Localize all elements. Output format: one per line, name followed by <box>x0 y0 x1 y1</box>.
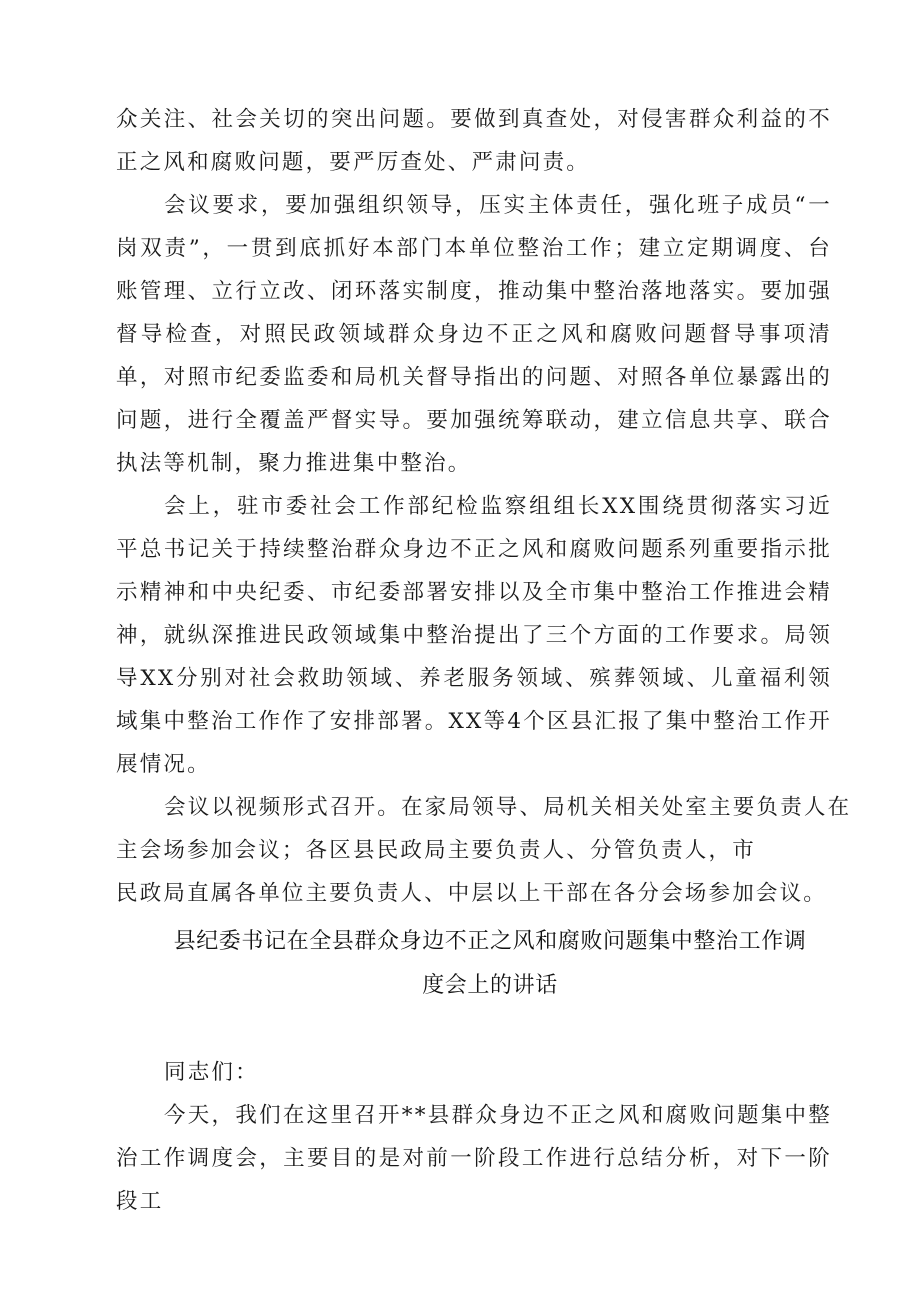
paragraph-3: 会上，驻市委社会工作部纪检监察组组长XX围绕贯彻落实习近平总书记关于持续整治群众身边不正之风和腐败问题系列重要指示批示精神和中央纪委、市纪委部署安排以及全市集中整治工作推进会精神，就纵深推进民政领域集中整治提出了三个方面的工作要求。局领导XX分别对社会救助领域、养老服务领域、殡葬领域、儿童福利领域集中整治工作作了安排部署。XX等4个区县汇报了集中整治工作开展情况。 <box>116 494 832 777</box>
report-body <box>116 98 852 915</box>
paragraph-4 <box>116 786 852 915</box>
paragraph-2: 会议要求，要加强组织领导，压实主体责任，强化班子成员“一岗双责”，一贯到底抓好本部门本单位整治工作；建立定期调度、台账管理、立行立改、闭环落实制度，推动集中整治落地落实。要加强督导检查，对照民政领域群众身边不正之风和腐败问题督导事项清单，对照市纪委监委和局机关督导指出的问题、对照各单位暴露出的问题，进行全覆盖严督实导。要加强统筹联动，建立信息共享、联合执法等机制，聚力推进集中整治。 <box>116 193 832 476</box>
speech-greeting: 同志们： <box>164 1060 259 1085</box>
paragraph-4-line-1: 会议以视频形式召开。在家局领导、局机关相关处室主要负责人在 <box>164 795 852 820</box>
speech-title <box>150 920 830 1008</box>
paragraph-4-line-3: 民政局直属各单位主要负责人、中层以上干部在各分会场参加会议。 <box>116 881 828 906</box>
speech-title-line-2: 度会上的讲话 <box>422 973 558 998</box>
speech-opening-paragraph: 今天，我们在这里召开**县群众身边不正之风和腐败问题集中整治工作调度会，主要目的是对前一阶段工作进行总结分析，对下一阶段工 <box>116 1103 832 1214</box>
speech-body <box>116 1051 832 1223</box>
paragraph-4-line-2: 主会场参加会议；各区县民政局主要负责人、分管负责人，市 <box>116 838 756 863</box>
speech-title-line-1: 县纪委书记在全县群众身边不正之风和腐败问题集中整治工作调 <box>173 929 807 954</box>
paragraph-1: 众关注、社会关切的突出问题。要做到真查处，对侵害群众利益的不正之风和腐败问题，要严厉查处、严肃问责。 <box>116 107 832 175</box>
